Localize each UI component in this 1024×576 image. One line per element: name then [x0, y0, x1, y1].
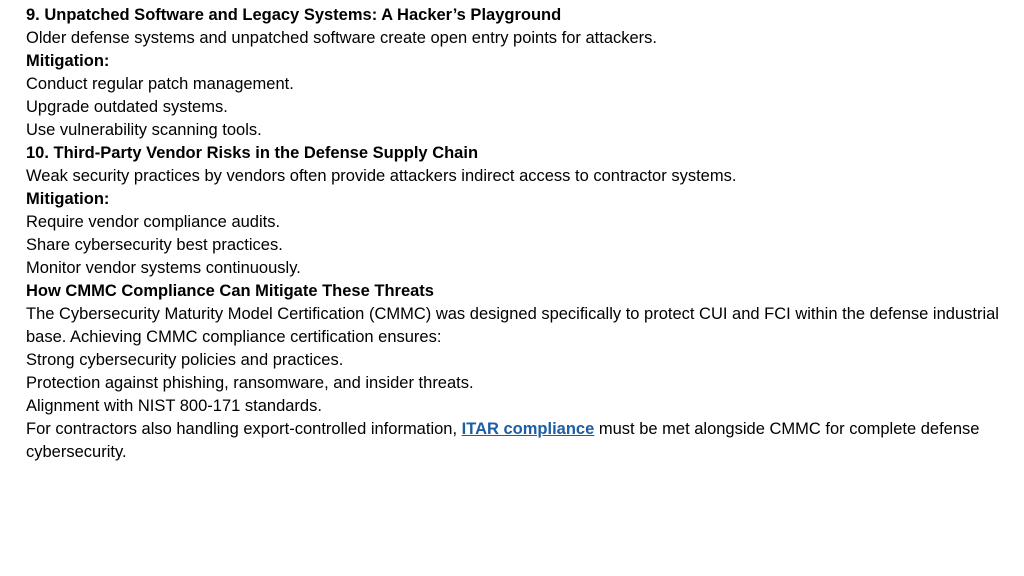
section-9-mitigation-label: Mitigation:	[26, 52, 110, 70]
section-9-mitigation-item: Upgrade outdated systems.	[26, 98, 228, 116]
closing-text-before: For contractors also handling export-controlled information,	[26, 420, 462, 438]
section-9-description: Older defense systems and unpatched software create open entry points for attackers.	[26, 29, 658, 47]
section-9-heading: 9. Unpatched Software and Legacy Systems: A Hacker’s Playground	[26, 6, 562, 24]
section-10-mitigation-item: Monitor vendor systems continuously.	[26, 259, 301, 277]
cmmc-benefit-item: Strong cybersecurity policies and practices.	[26, 351, 344, 369]
section-9-mitigation-item: Use vulnerability scanning tools.	[26, 121, 262, 139]
cmmc-benefit-item: Alignment with NIST 800-171 standards.	[26, 397, 322, 415]
cmmc-closing-paragraph	[26, 418, 1001, 464]
section-10-heading: 10. Third-Party Vendor Risks in the Defense Supply Chain	[26, 144, 479, 162]
document-body	[26, 4, 1001, 464]
section-10-mitigation-label: Mitigation:	[26, 190, 110, 208]
cmmc-heading: How CMMC Compliance Can Mitigate These Threats	[26, 282, 434, 300]
section-10-mitigation-item: Share cybersecurity best practices.	[26, 236, 283, 254]
itar-compliance-link[interactable]: ITAR compliance	[461, 420, 595, 438]
section-10-mitigation-item: Require vendor compliance audits.	[26, 213, 281, 231]
section-10-description: Weak security practices by vendors often provide attackers indirect access to contractor systems.	[26, 167, 737, 185]
closing-text-after: must be met alongside CMMC for complete defense cybersecurity.	[26, 420, 980, 461]
section-9-mitigation-item: Conduct regular patch management.	[26, 75, 294, 93]
cmmc-intro: The Cybersecurity Maturity Model Certification (CMMC) was designed specifically to protect CUI and FCI within the defense industrial base. Achieving CMMC compliance certification ensures:	[26, 305, 999, 346]
cmmc-benefit-item: Protection against phishing, ransomware, and insider threats.	[26, 374, 474, 392]
